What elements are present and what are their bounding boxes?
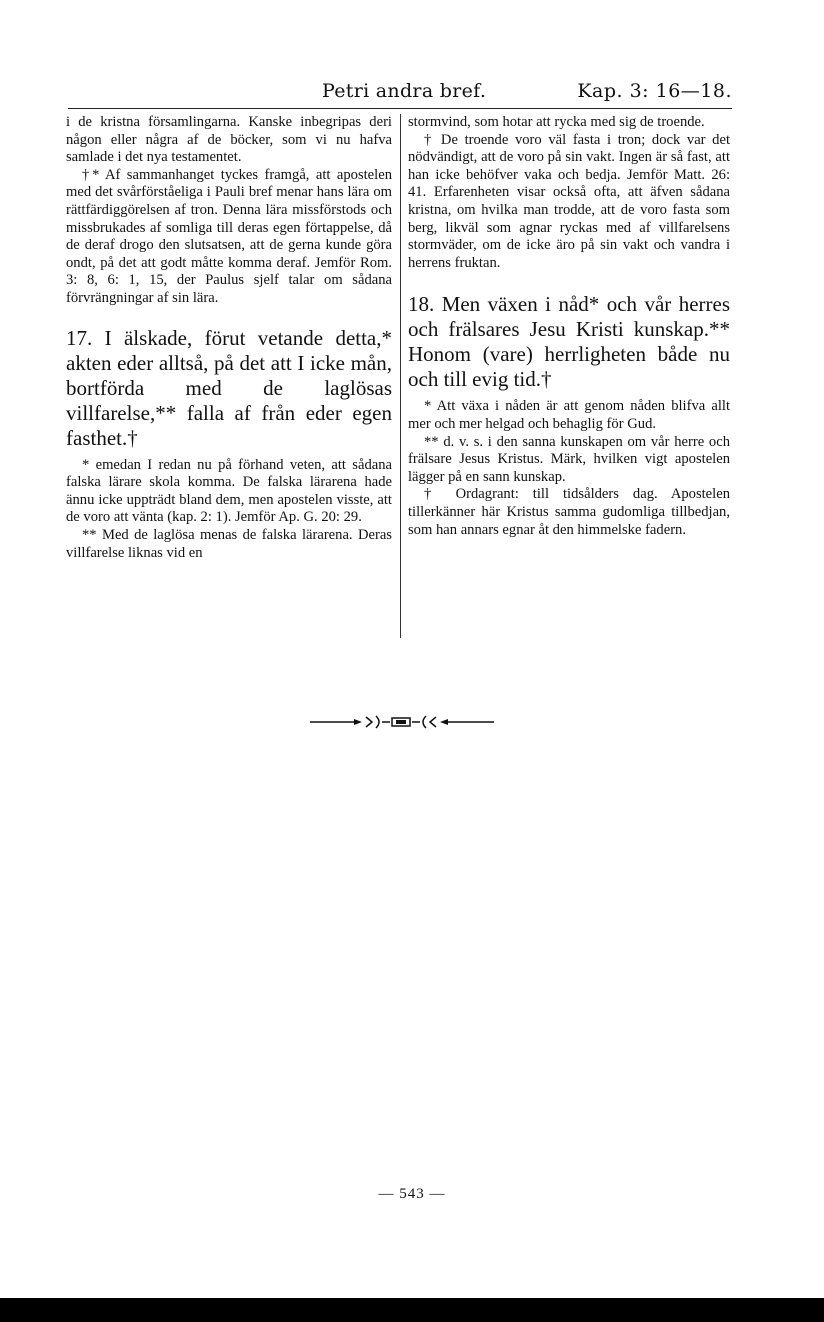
note-continuation-right: stormvind, som hotar att rycka med sig de troende. <box>408 114 705 130</box>
verse-18-number: 18. <box>408 292 435 317</box>
footnote-17-double-star: ** Med de laglösa menas de falska lärarena. Deras villfarelse liknas vid en <box>66 526 392 561</box>
page-number: — 543 — <box>378 1186 446 1202</box>
footnote-17-dagger: † De troende voro väl fasta i tron; dock var det nödvändigt, att de voro på sin vakt. Ingen är så fast, att han icke behöfver vaka och bedja. Jemför Matt. 26: 41. Erfarenheten visar också ofta, att äfven sådana kristna, om hvilka man trodde, att de voro fasta som berg, likväl som agnar ryckas med af villfarelsens stormväder, om de icke äro på sin vakt och vandra i herrens fruktan. <box>408 131 730 271</box>
footnote-18-star: * Att växa i nåden är att genom nåden blifva allt mer och mer helgad och behaglig för Gud. <box>408 398 730 432</box>
verse-17-text: I älskade, förut vetande detta,* akten eder alltså, på det att I icke mån, bortförda med de laglösas villfarelse,** falla af från eder egen fasthet.† <box>66 325 393 450</box>
verse-17 <box>66 326 392 451</box>
left-column <box>66 114 392 562</box>
footnote-18-double-star: ** d. v. s. i den sanna kunskapen om vår herre och frälsare Jesus Kristus. Märk, hvilken vigt apostelen lägger på en sann kunskap. <box>408 433 730 485</box>
page-header <box>68 80 732 106</box>
verse-18-text: Men växen i nåd* och vår herres och frälsares Jesu Kristi kunskap.** Honom (vare) herrligheten både nu och till evig tid.† <box>408 292 730 392</box>
running-title: Petri andra bref. <box>322 80 487 102</box>
chapter-reference: Kap. 3: 16—18. <box>577 80 732 102</box>
header-rule <box>68 108 732 109</box>
right-column <box>408 114 730 539</box>
scan-border-bar <box>0 1298 824 1322</box>
column-divider <box>400 114 401 638</box>
footnote-18-dagger: † Ordagrant: till tidsålders dag. Apostelen tillerkänner här Kristus samma gudomliga tillbedjan, som han annars egnar åt den himmelske fadern. <box>408 486 730 538</box>
verse-18 <box>408 292 730 392</box>
note-continuation-left: i de kristna församlingarna. Kanske inbegripas deri någon eller några af de böcker, som vi nu hafva samlade i det nya testamentet. <box>66 114 392 166</box>
footnote-17-star: * emedan I redan nu på förhand veten, att sådana falska lärare skola komma. De falska lärarena hade ännu icke uppträdt bland dem, men apostelen visste, att de voro att vänta (kap. 2: 1). Jemför Ap. G. 20: 29. <box>66 456 392 526</box>
section-ornament-icon <box>310 714 494 730</box>
footnote-dagger-star: †* Af sammanhanget tyckes framgå, att apostelen med det svårförståeliga i Pauli bref menar hans lära om rättfärdiggörelsen af tron. Denna lära missförstods och missbrukades af somliga till deras egen förtappelse, då de deraf drogo den slutsatsen, att de gerna kunde göra ondt, på det att godt måtte komma deraf. Jemför Rom. 3: 8, 6: 1, 15, der Paulus sjelf talar om sådana förvrängningar af sin lära. <box>66 166 392 306</box>
verse-17-number: 17. <box>66 325 93 350</box>
